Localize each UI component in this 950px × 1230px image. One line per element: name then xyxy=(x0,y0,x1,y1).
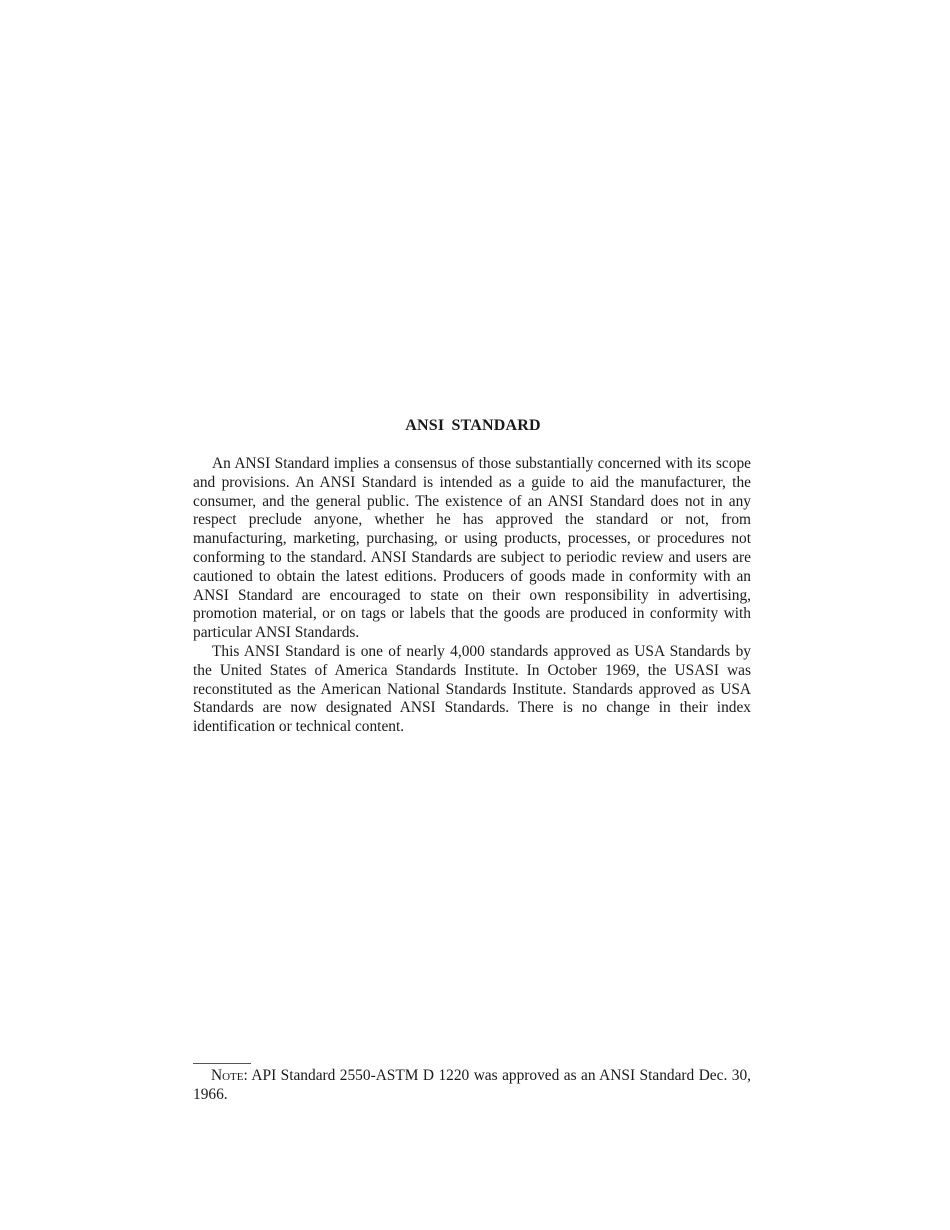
paragraph-2: This ANSI Standard is one of nearly 4,000 standards approved as USA Standards by the United States of America Standards Institute. In October 1969, the USASI was reconstituted as the American National Standards Institute. Standards approved as USA Standards are now designated ANSI Standards. There is no change in their index identification or technical content. xyxy=(193,642,751,736)
footnote xyxy=(193,1067,751,1105)
footnote-text: API Standard 2550-ASTM D 1220 was approved as an ANSI Standard Dec. 30, 1966. xyxy=(193,1067,751,1103)
footnote-divider xyxy=(193,1063,251,1064)
page-title: ANSI STANDARD xyxy=(405,417,541,434)
footnote-label: Note: xyxy=(211,1067,248,1084)
paragraph-1: An ANSI Standard implies a consensus of those substantially concerned with its scope and provisions. An ANSI Standard is intended as a guide to aid the manufacturer, the consumer, and the general public. The existence of an ANSI Standard does not in any respect preclude anyone, whether he has approved the standard or not, from manufacturing, marketing, purchasing, or using products, processes, or procedures not conforming to the standard. ANSI Standards are subject to periodic review and users are cautioned to obtain the latest editions. Producers of goods made in conformity with an ANSI Standard are encouraged to state on their own responsibility in advertising, promotion material, or on tags or labels that the goods are produced in conformity with particular ANSI Standards. xyxy=(193,455,751,642)
body-text xyxy=(193,455,751,737)
